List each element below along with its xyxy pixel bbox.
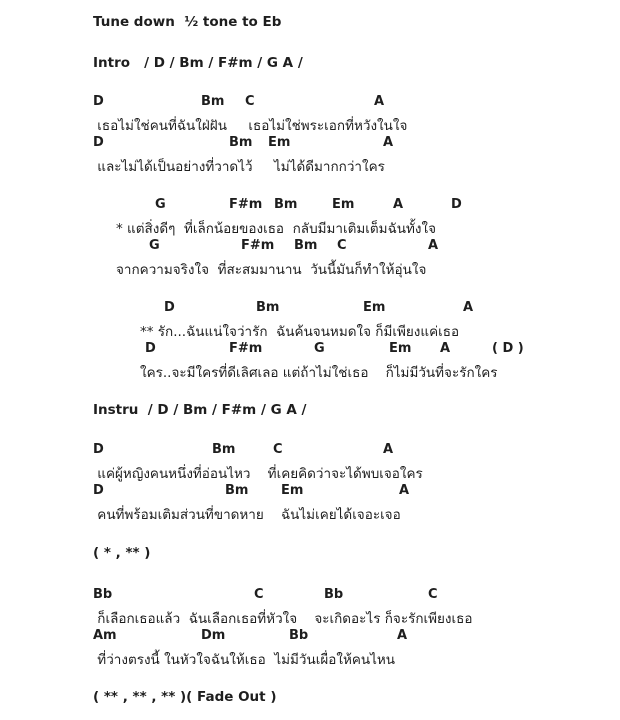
chord: G xyxy=(155,197,166,212)
bridge-lyric-row-1 xyxy=(0,607,620,627)
verse1-lyric-row-2 xyxy=(0,155,620,175)
chorus1-chord-row-2 xyxy=(0,238,620,258)
repeat-marker: ( * , ** ) xyxy=(93,545,151,561)
chorus1-chord-row-1 xyxy=(0,197,620,217)
chord: A xyxy=(440,341,451,356)
chorus2-chord-row-2 xyxy=(0,341,620,361)
chord: Bb xyxy=(289,628,309,643)
chord: A xyxy=(383,135,394,150)
intro-line: Intro / D / Bm / F#m / G A / xyxy=(93,55,303,71)
chord: Am xyxy=(93,628,117,643)
lyric: ใคร..จะมีใครที่ดีเลิศเลอ แต่ถ้าไม่ใช่เธอ ก็ไม่มีวันที่จะรักใคร xyxy=(140,365,498,381)
bridge-lyric-row-2 xyxy=(0,648,620,668)
chord: F#m xyxy=(229,341,263,356)
lyric: เธอไม่ใช่คนที่ฉันใฝ่ฝัน เธอไม่ใช่พระเอกที่หวังในใจ xyxy=(93,118,408,134)
verse1-chord-row-2 xyxy=(0,135,620,155)
chord: D xyxy=(164,300,175,315)
chord: F#m xyxy=(241,238,275,253)
verse2-chord-row-1 xyxy=(0,442,620,462)
chord: D xyxy=(93,442,104,457)
chord: Bm xyxy=(212,442,236,457)
chord: Bm xyxy=(274,197,298,212)
tuning-note: Tune down ½ tone to Eb xyxy=(93,14,282,30)
chord: D xyxy=(451,197,462,212)
lyric: * แต่สิ่งดีๆ ที่เล็กน้อยของเธอ กลับมีมาเติมเต็มฉันทั้งใจ xyxy=(116,221,436,237)
chord: Em xyxy=(281,483,304,498)
lyric: แค่ผู้หญิงคนหนึ่งที่อ่อนไหว ที่เคยคิดว่าจะได้พบเจอใคร xyxy=(93,466,423,482)
lyric: ก็เลือกเธอแล้ว ฉันเลือกเธอที่หัวใจ จะเกิดอะไร ก็จะรักเพียงเธอ xyxy=(93,611,473,627)
chord: A xyxy=(374,94,385,109)
chord: Bm xyxy=(201,94,225,109)
chord: Bm xyxy=(294,238,318,253)
outro-line: ( ** , ** , ** )( Fade Out ) xyxy=(93,689,277,705)
chord: ( D ) xyxy=(492,341,524,356)
chord: Em xyxy=(268,135,291,150)
chord: Bm xyxy=(256,300,280,315)
verse2-chord-row-2 xyxy=(0,483,620,503)
chord: A xyxy=(397,628,408,643)
chord: C xyxy=(428,587,438,602)
chord: C xyxy=(273,442,283,457)
chord: D xyxy=(93,483,104,498)
chorus1-lyric-row-2 xyxy=(0,258,620,278)
instrumental-line: Instru / D / Bm / F#m / G A / xyxy=(93,402,307,418)
verse2-lyric-row-2 xyxy=(0,503,620,523)
chorus1-lyric-row-1 xyxy=(0,217,620,237)
chord: D xyxy=(145,341,156,356)
verse1-lyric-row-1 xyxy=(0,114,620,134)
chord: D xyxy=(93,135,104,150)
lyric: และไม่ได้เป็นอย่างที่วาดไว้ ไม่ได้ดีมากกว่าใคร xyxy=(93,159,385,175)
chord: Bb xyxy=(324,587,344,602)
chorus2-lyric-row-2 xyxy=(0,361,620,381)
bridge-chord-row-2 xyxy=(0,628,620,648)
chord: Bm xyxy=(225,483,249,498)
lyric: จากความจริงใจ ที่สะสมมานาน วันนี้มันก็ทำให้อุ่นใจ xyxy=(116,262,427,278)
lyric: ** รัก...ฉันแน่ใจว่ารัก ฉันค้นจนหมดใจ ก็มีเพียงแค่เธอ xyxy=(140,324,460,340)
chord: Em xyxy=(389,341,412,356)
chord: A xyxy=(393,197,404,212)
lyric: ที่ว่างตรงนี้ ในหัวใจฉันให้เธอ ไม่มีวันเผื่อให้คนไหน xyxy=(93,652,396,668)
chord: G xyxy=(149,238,160,253)
chord: Em xyxy=(332,197,355,212)
chord: C xyxy=(337,238,347,253)
chord: Dm xyxy=(201,628,226,643)
chord: C xyxy=(254,587,264,602)
chord: Bm xyxy=(229,135,253,150)
lyric: คนที่พร้อมเติมส่วนที่ขาดหาย ฉันไม่เคยได้เจอะเจอ xyxy=(93,507,401,523)
chord: A xyxy=(383,442,394,457)
chord: A xyxy=(399,483,410,498)
chord: A xyxy=(463,300,474,315)
verse2-lyric-row-1 xyxy=(0,462,620,482)
chord: Em xyxy=(363,300,386,315)
bridge-chord-row-1 xyxy=(0,587,620,607)
chord: D xyxy=(93,94,104,109)
chord: G xyxy=(314,341,325,356)
chorus2-lyric-row-1 xyxy=(0,320,620,340)
chorus2-chord-row-1 xyxy=(0,300,620,320)
chord: Bb xyxy=(93,587,113,602)
chord: C xyxy=(245,94,255,109)
verse1-chord-row-1 xyxy=(0,94,620,114)
chord: A xyxy=(428,238,439,253)
chord: F#m xyxy=(229,197,263,212)
